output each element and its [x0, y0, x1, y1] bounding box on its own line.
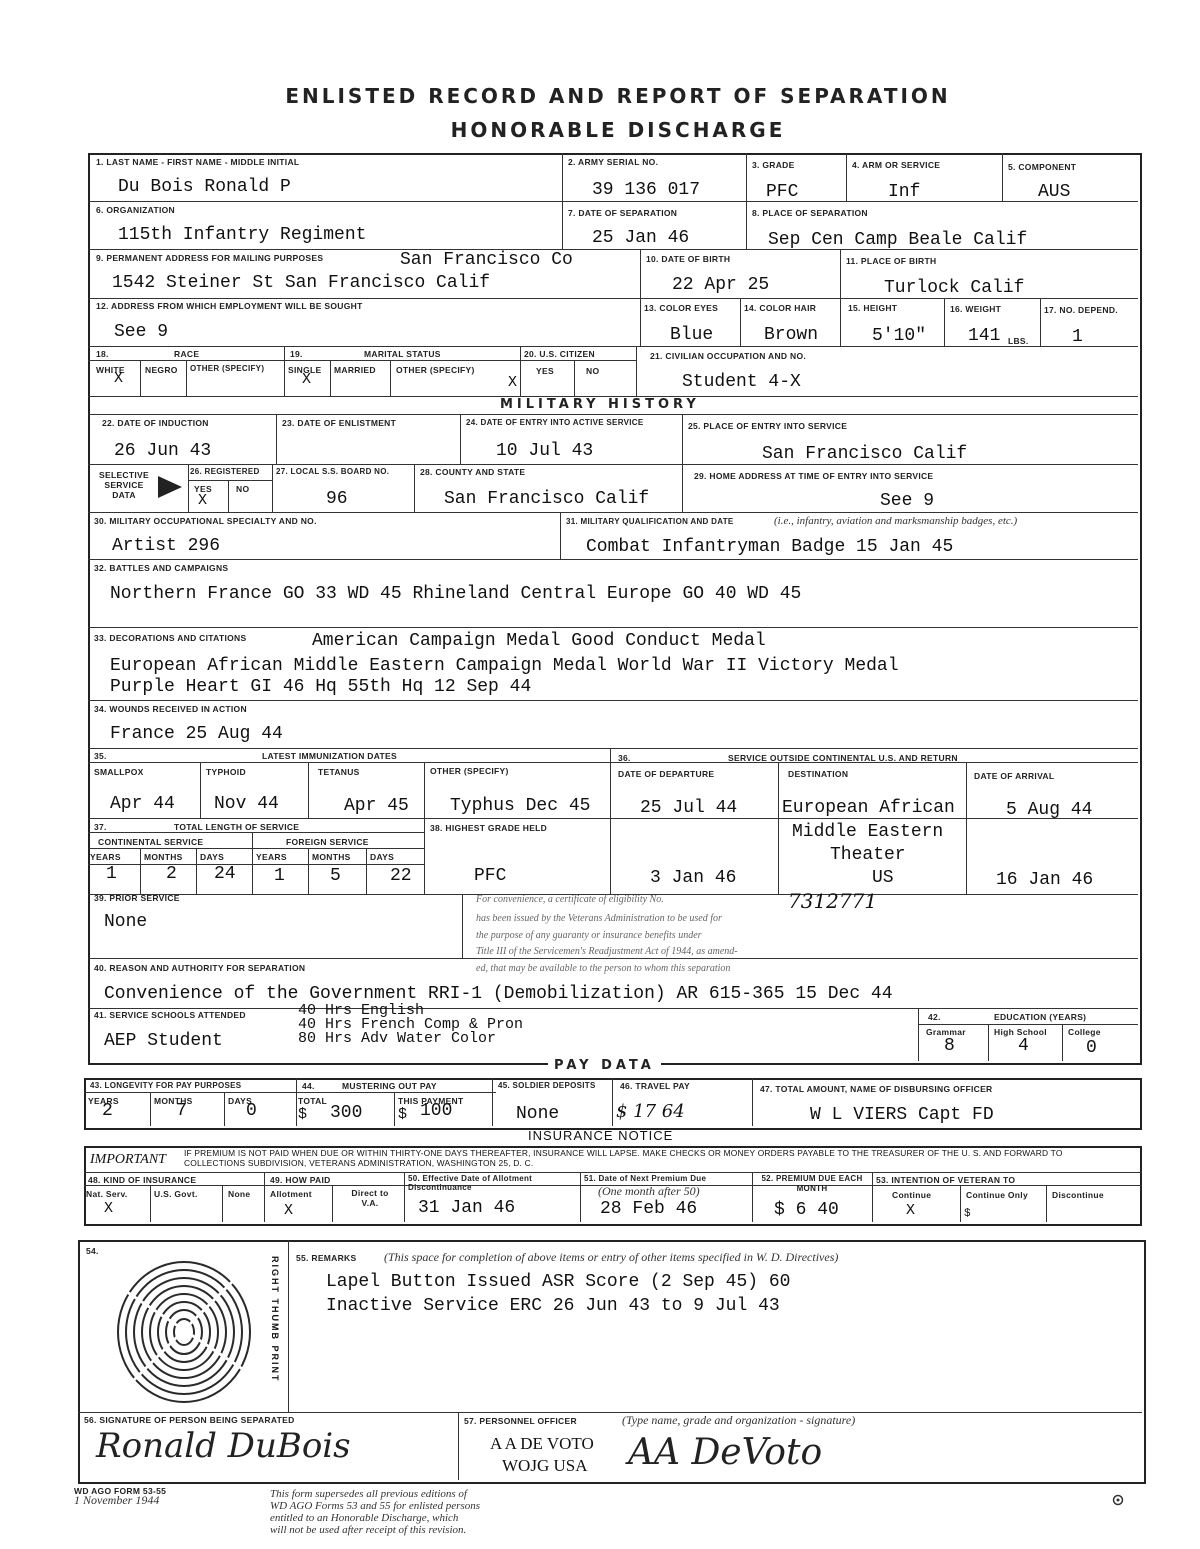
- longevity-days-value: 0: [246, 1101, 257, 1121]
- height-value: 5'10": [872, 326, 927, 346]
- effective-date-value: 31 Jan 46: [418, 1198, 516, 1218]
- thumb-print-label: RIGHT THUMB PRINT: [270, 1256, 280, 1383]
- next-due-value: 28 Feb 46: [600, 1199, 698, 1219]
- tetanus-label: TETANUS: [318, 767, 360, 777]
- printer-seal-icon: [1112, 1494, 1124, 1506]
- for-years-value: 1: [274, 866, 285, 886]
- service-outside-label: SERVICE OUTSIDE CONTINENTAL U.S. AND RETURN: [728, 753, 958, 763]
- arrival-1-value: 5 Aug 44: [1006, 800, 1093, 820]
- address-value: 1542 Steiner St San Francisco Calif: [112, 273, 491, 293]
- longevity-months-value: 7: [176, 1101, 187, 1121]
- item-17-label: 17. NO. DEPEND.: [1044, 305, 1118, 315]
- item-21-label: 21. CIVILIAN OCCUPATION AND NO.: [650, 351, 807, 361]
- item-32-label: 32. BATTLES AND CAMPAIGNS: [94, 563, 229, 573]
- destination-3-value: Theater: [830, 845, 906, 865]
- other-imm-value: Typhus Dec 45: [450, 796, 591, 816]
- wounds-value: France 25 Aug 44: [110, 724, 283, 744]
- item-56-label: 56. SIGNATURE OF PERSON BEING SEPARATED: [84, 1415, 295, 1425]
- cont-days-value: 24: [214, 864, 236, 884]
- marital-other-label: OTHER (SPECIFY): [396, 365, 475, 375]
- foreign-label: FOREIGN SERVICE: [286, 837, 369, 847]
- continue-label: Continue: [892, 1190, 932, 1200]
- item-15-label: 15. HEIGHT: [848, 303, 898, 313]
- longevity-years-label: YEARS: [88, 1096, 119, 1106]
- item-10-label: 10. DATE OF BIRTH: [646, 254, 731, 264]
- race-white-mark: X: [114, 370, 124, 387]
- citizen-no-label: NO: [586, 366, 600, 376]
- school-line-1: 40 Hrs English: [298, 1002, 425, 1019]
- travel-pay-value: $ 17 64: [616, 1101, 685, 1122]
- item-27-label: 27. LOCAL S.S. BOARD NO.: [276, 467, 390, 476]
- item-26-label: 26. REGISTERED: [190, 467, 260, 476]
- marital-married-label: MARRIED: [334, 365, 376, 375]
- nat-serv-label: Nat. Serv.: [86, 1189, 128, 1199]
- weight-value: 141: [968, 326, 1001, 346]
- item-22-label: 22. DATE OF INDUCTION: [102, 418, 209, 428]
- induction-value: 26 Jun 43: [114, 441, 212, 461]
- destination-1-value: European African: [782, 798, 955, 818]
- item-33-label: 33. DECORATIONS AND CITATIONS: [94, 633, 247, 643]
- high-school-value: 4: [1018, 1036, 1029, 1056]
- destination-4-value: US: [872, 868, 894, 888]
- item-43-label: 43. LONGEVITY FOR PAY PURPOSES: [90, 1081, 242, 1090]
- arm-value: Inf: [888, 182, 921, 202]
- occupation-value: Student 4-X: [682, 372, 801, 392]
- departure-2-value: 3 Jan 46: [650, 868, 737, 888]
- place-entry-value: San Francisco Calif: [762, 444, 968, 464]
- board-value: 96: [326, 489, 348, 509]
- item-42-label: 42.: [928, 1012, 941, 1022]
- for-days-label: DAYS: [370, 852, 395, 862]
- for-months-label: MONTHS: [312, 852, 351, 862]
- date-sep-value: 25 Jan 46: [592, 228, 690, 248]
- highest-grade-value: PFC: [474, 866, 507, 886]
- active-service-value: 10 Jul 43: [496, 441, 594, 461]
- stamp-line-1: For convenience, a certificate of eligibility No.: [476, 894, 664, 905]
- total-label: TOTAL: [298, 1096, 328, 1106]
- officer-signature: AA DeVoto: [628, 1432, 823, 1473]
- longevity-days-label: DAYS: [228, 1096, 253, 1106]
- item-46-label: 46. TRAVEL PAY: [620, 1081, 691, 1091]
- form-subtitle: HONORABLE DISCHARGE: [450, 118, 786, 142]
- component-value: AUS: [1038, 182, 1071, 202]
- decorations-line-1: American Campaign Medal Good Conduct Medal: [312, 631, 766, 651]
- qualification-value: Combat Infantryman Badge 15 Jan 45: [586, 537, 954, 557]
- arrival-2-value: 16 Jan 46: [996, 870, 1094, 890]
- item-52-label: 52. PREMIUM DUE EACH MONTH: [761, 1174, 863, 1193]
- battles-value: Northern France GO 33 WD 45 Rhineland Central Europe GO 40 WD 45: [110, 584, 802, 604]
- dob-value: 22 Apr 25: [672, 275, 770, 295]
- selective-service-label: SELECTIVE SERVICE DATA: [99, 470, 149, 500]
- place-sep-value: Sep Cen Camp Beale Calif: [768, 230, 1028, 250]
- item-9-label: 9. PERMANENT ADDRESS FOR MAILING PURPOSES: [96, 253, 324, 263]
- item-6-label: 6. ORGANIZATION: [96, 205, 175, 215]
- item-14-label: 14. COLOR HAIR: [744, 303, 817, 313]
- stamp-number: 7312771: [788, 889, 878, 913]
- item-55-note: (This space for completion of above items or entry of other items specified in W. D. Directives): [384, 1250, 839, 1264]
- item-55-label: 55. REMARKS: [296, 1253, 357, 1263]
- cont-years-label: YEARS: [90, 852, 121, 862]
- registered-yes-label: YES: [194, 484, 212, 494]
- disbursing-officer-value: W L VIERS Capt FD: [810, 1105, 994, 1125]
- longevity-years-value: 2: [102, 1101, 113, 1121]
- thumbprint-image: [104, 1250, 264, 1408]
- total-length-label: TOTAL LENGTH OF SERVICE: [174, 822, 300, 832]
- destination-2-value: Middle Eastern: [792, 822, 944, 842]
- name-value: Du Bois Ronald P: [118, 177, 291, 197]
- pay-data-heading: PAY DATA: [548, 1058, 661, 1073]
- continue-only-dollar: $: [964, 1208, 971, 1220]
- nat-serv-mark: X: [104, 1200, 114, 1217]
- item-19-label: 19.: [290, 349, 303, 359]
- cont-months-label: MONTHS: [144, 852, 183, 862]
- cont-years-value: 1: [106, 864, 117, 884]
- citizen-yes-label: YES: [536, 366, 554, 376]
- marital-label: MARITAL STATUS: [364, 349, 441, 359]
- veteran-signature: Ronald DuBois: [96, 1426, 351, 1466]
- stamp-line-2: has been issued by the Veterans Administration to be used for: [476, 913, 722, 924]
- stamp-line-3: the purpose of any guaranty or insurance benefits under: [476, 930, 702, 941]
- none-label: None: [228, 1189, 251, 1199]
- race-label: RACE: [174, 349, 200, 359]
- supersedes-line-2: WD AGO Forms 53 and 55 for enlisted persons: [270, 1500, 481, 1512]
- item-53-label: 53. INTENTION OF VETERAN TO: [876, 1175, 1016, 1185]
- typhoid-label: TYPHOID: [206, 767, 246, 777]
- item-28-label: 28. COUNTY AND STATE: [420, 467, 526, 477]
- high-school-label: High School: [994, 1027, 1047, 1037]
- cont-months-value: 2: [166, 864, 177, 884]
- item-40-label: 40. REASON AND AUTHORITY FOR SEPARATION: [94, 963, 306, 973]
- arrival-label: DATE OF ARRIVAL: [974, 771, 1055, 781]
- other-imm-label: OTHER (SPECIFY): [430, 766, 509, 776]
- reason-value: Convenience of the Government RRI-1 (Demobilization) AR 615-365 15 Dec 44: [104, 984, 893, 1004]
- race-negro-label: NEGRO: [145, 365, 178, 375]
- lbs-label: LBS.: [1008, 336, 1029, 346]
- direct-va-label: Direct to V.A.: [351, 1188, 389, 1208]
- item-24-label: 24. DATE OF ENTRY INTO ACTIVE SERVICE: [466, 418, 644, 427]
- item-4-label: 4. ARM OR SERVICE: [852, 160, 941, 170]
- school-line-3: 80 Hrs Adv Water Color: [298, 1030, 497, 1047]
- immunization-label: LATEST IMMUNIZATION DATES: [262, 751, 397, 761]
- marital-single-label: SINGLE: [288, 365, 322, 375]
- smallpox-label: SMALLPOX: [94, 767, 144, 777]
- us-govt-label: U.S. Govt.: [154, 1189, 198, 1199]
- item-48-label: 48. KIND OF INSURANCE: [88, 1175, 197, 1185]
- race-other-label: OTHER (SPECIFY): [190, 364, 265, 373]
- registered-no-label: NO: [236, 484, 250, 494]
- decorations-line-2: European African Middle Eastern Campaign Medal World War II Victory Medal: [110, 656, 899, 676]
- cont-days-label: DAYS: [200, 852, 225, 862]
- citizen-yes-mark: X: [508, 374, 518, 391]
- insurance-heading: INSURANCE NOTICE: [528, 1128, 674, 1143]
- typhoid-value: Nov 44: [214, 794, 279, 814]
- premium-value: $ 6 40: [774, 1200, 839, 1220]
- allotment-mark: X: [284, 1202, 294, 1219]
- county-state-value: San Francisco Calif: [444, 489, 650, 509]
- arrow-right-icon: [156, 474, 184, 500]
- grade-value: PFC: [766, 182, 799, 202]
- item-30-label: 30. MILITARY OCCUPATIONAL SPECIALTY AND NO.: [94, 516, 317, 526]
- item-39-label: 39. PRIOR SERVICE: [94, 893, 180, 903]
- grammar-label: Grammar: [926, 1027, 966, 1037]
- item-54-label: 54.: [86, 1246, 99, 1256]
- supersedes-line-1: This form supersedes all previous editions of: [270, 1488, 467, 1500]
- stamp-line-4: Title III of the Servicemen's Readjustment Act of 1944, as amend-: [476, 946, 738, 957]
- mustering-label: MUSTERING OUT PAY: [342, 1081, 437, 1091]
- emp-address-value: See 9: [114, 322, 169, 342]
- item-51-label: 51. Date of Next Premium Due: [584, 1174, 707, 1183]
- item-34-label: 34. WOUNDS RECEIVED IN ACTION: [94, 704, 247, 714]
- total-value: 300: [330, 1103, 363, 1123]
- prior-service-value: None: [104, 912, 148, 932]
- allotment-label: Allotment: [270, 1189, 312, 1199]
- form-number: WD AGO FORM 53-55: [74, 1486, 167, 1496]
- item-23-label: 23. DATE OF ENLISTMENT: [282, 418, 397, 428]
- item-51-note: (One month after 50): [598, 1184, 700, 1198]
- eyes-value: Blue: [670, 325, 714, 345]
- deposits-value: None: [516, 1104, 560, 1124]
- important-label: IMPORTANT: [90, 1152, 166, 1167]
- discontinue-label: Discontinue: [1052, 1190, 1104, 1200]
- this-payment-value: 100: [420, 1101, 453, 1121]
- item-49-label: 49. HOW PAID: [270, 1175, 331, 1185]
- remarks-line-1: Lapel Button Issued ASR Score (2 Sep 45) 60: [326, 1272, 791, 1292]
- pob-value: Turlock Calif: [884, 278, 1025, 298]
- grammar-value: 8: [944, 1036, 955, 1056]
- organization-value: 115th Infantry Regiment: [118, 225, 367, 245]
- item-36-label: 36.: [618, 753, 631, 763]
- item-18-label: 18.: [96, 349, 109, 359]
- supersedes-line-3: entitled to an Honorable Discharge, which: [270, 1512, 459, 1524]
- total-dollar: $: [298, 1106, 308, 1123]
- college-value: 0: [1086, 1038, 1097, 1058]
- race-white-label: WHITE: [96, 365, 125, 375]
- item-8-label: 8. PLACE OF SEPARATION: [752, 208, 868, 218]
- insurance-notice-text: IF PREMIUM IS NOT PAID WHEN DUE OR WITHIN THIRTY-ONE DAYS THEREAFTER, INSURANCE WILL LAPSE. MAKE CHECKS OR MONEY ORDERS PAYABLE TO THE TREASURER OF THE U. S. AND FORWARD TO COLLECTIONS SUBDIVISION, VETERANS ADMINISTRATION, WASHINGTON 25, D. C.: [184, 1148, 1063, 1168]
- item-1-label: 1. LAST NAME - FIRST NAME - MIDDLE INITIAL: [96, 157, 300, 167]
- destination-label: DESTINATION: [788, 769, 849, 779]
- school-value: AEP Student: [104, 1031, 223, 1051]
- officer-name-value: A A DE VOTO: [490, 1434, 594, 1453]
- item-3-label: 3. GRADE: [752, 160, 795, 170]
- item-38-label: 38. HIGHEST GRADE HELD: [430, 823, 548, 833]
- item-37-label: 37.: [94, 822, 107, 832]
- departure-1-value: 25 Jul 44: [640, 798, 738, 818]
- military-history-heading: MILITARY HISTORY: [494, 397, 706, 412]
- item-7-label: 7. DATE OF SEPARATION: [568, 208, 678, 218]
- item-50-label: 50. Effective Date of Allotment Discontinuance: [408, 1174, 533, 1192]
- item-25-label: 25. PLACE OF ENTRY INTO SERVICE: [688, 421, 848, 431]
- this-payment-label: THIS PAYMENT: [398, 1096, 464, 1106]
- hair-value: Brown: [764, 325, 819, 345]
- longevity-months-label: MONTHS: [154, 1096, 193, 1106]
- item-5-label: 5. COMPONENT: [1008, 162, 1077, 172]
- serial-value: 39 136 017: [592, 180, 701, 200]
- this-dollar: $: [398, 1106, 408, 1123]
- item-11-label: 11. PLACE OF BIRTH: [846, 256, 937, 266]
- for-days-value: 22: [390, 866, 412, 886]
- officer-grade-value: WOJG USA: [502, 1456, 588, 1475]
- item-45-label: 45. SOLDIER DEPOSITS: [498, 1081, 596, 1090]
- item-47-label: 47. TOTAL AMOUNT, NAME OF DISBURSING OFFICER: [760, 1084, 993, 1094]
- continue-only-label: Continue Only: [966, 1190, 1028, 1200]
- item-44-label: 44.: [302, 1081, 315, 1091]
- item-41-label: 41. SERVICE SCHOOLS ATTENDED: [94, 1010, 246, 1020]
- item-31-label: 31. MILITARY QUALIFICATION AND DATE: [566, 517, 734, 526]
- marital-single-mark: X: [302, 371, 312, 388]
- item-29-label: 29. HOME ADDRESS AT TIME OF ENTRY INTO SERVICE: [694, 471, 934, 481]
- item-2-label: 2. ARMY SERIAL NO.: [568, 157, 659, 167]
- form-date: 1 November 1944: [74, 1493, 160, 1507]
- college-label: College: [1068, 1027, 1101, 1037]
- decorations-line-3: Purple Heart GI 46 Hq 55th Hq 12 Sep 44: [110, 677, 532, 697]
- item-13-label: 13. COLOR EYES: [644, 303, 719, 313]
- continue-mark: X: [906, 1202, 916, 1219]
- item-57-label: 57. PERSONNEL OFFICER: [464, 1416, 577, 1426]
- home-address-value: See 9: [880, 491, 935, 511]
- item-12-label: 12. ADDRESS FROM WHICH EMPLOYMENT WILL BE SOUGHT: [96, 301, 363, 311]
- supersedes-line-4: will not be used after receipt of this revision.: [270, 1524, 467, 1536]
- smallpox-value: Apr 44: [110, 794, 175, 814]
- for-years-label: YEARS: [256, 852, 287, 862]
- for-months-value: 5: [330, 866, 341, 886]
- mos-value: Artist 296: [112, 536, 221, 556]
- education-label: EDUCATION (YEARS): [994, 1012, 1087, 1022]
- stamp-line-5: ed, that may be available to the person to whom this separation: [476, 963, 731, 974]
- depend-value: 1: [1072, 327, 1083, 347]
- departure-label: DATE OF DEPARTURE: [618, 769, 715, 779]
- continental-label: CONTINENTAL SERVICE: [98, 837, 204, 847]
- item-20-label: 20. U.S. CITIZEN: [524, 349, 595, 359]
- mailing-county-value: San Francisco Co: [400, 250, 573, 270]
- form-title: ENLISTED RECORD AND REPORT OF SEPARATION: [285, 84, 951, 108]
- item-16-label: 16. WEIGHT: [950, 304, 1002, 314]
- school-line-2: 40 Hrs French Comp & Pron: [298, 1016, 524, 1033]
- item-57-note: (Type name, grade and organization - signature): [622, 1413, 856, 1427]
- tetanus-value: Apr 45: [344, 796, 409, 816]
- item-31-note: (i.e., infantry, aviation and marksmanship badges, etc.): [774, 515, 1018, 527]
- remarks-line-2: Inactive Service ERC 26 Jun 43 to 9 Jul 43: [326, 1296, 780, 1316]
- item-35-label: 35.: [94, 751, 107, 761]
- registered-yes-mark: X: [198, 492, 208, 509]
